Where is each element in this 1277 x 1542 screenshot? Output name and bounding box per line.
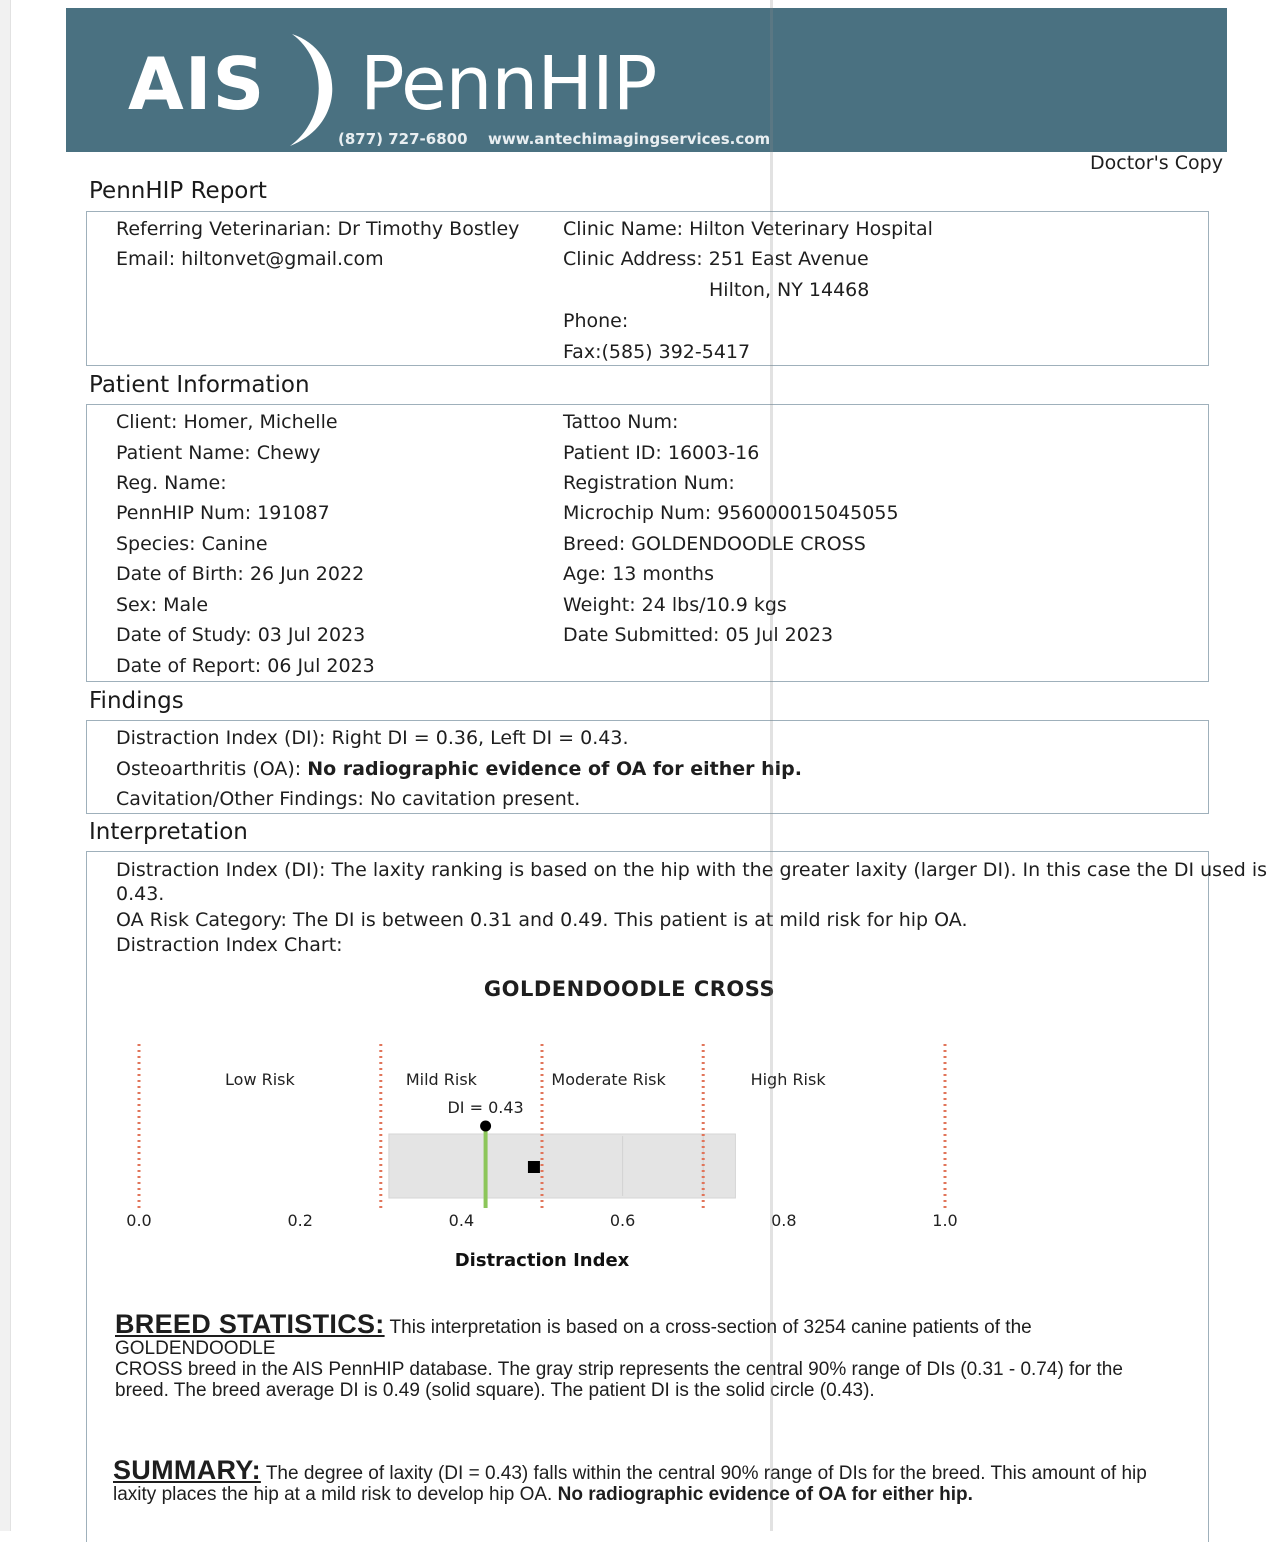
copy-label: Doctor's Copy <box>1090 152 1223 174</box>
patient-right-field: Breed: GOLDENDOODLE CROSS <box>563 533 866 555</box>
findings-oa <box>116 758 802 780</box>
email: Email: hiltonvet@gmail.com <box>116 248 384 270</box>
breed-stats-line: This interpretation is based on a cross-section of 3254 canine patients of the GOLDENDOODLE <box>115 1317 1032 1359</box>
patient-di-circle <box>480 1121 491 1132</box>
patient-box <box>86 404 1209 682</box>
patient-left-field: Date of Study: 03 Jul 2023 <box>116 624 366 646</box>
patient-title: Patient Information <box>89 372 310 398</box>
patient-di-label: DI = 0.43 <box>447 1098 524 1117</box>
patient-right-field: Microchip Num: 956000015045055 <box>563 502 899 524</box>
findings-cavitation: Cavitation/Other Findings: No cavitation present. <box>116 788 581 810</box>
interp-di-line2: 0.43. <box>116 883 165 905</box>
patient-right-field: Weight: 24 lbs/10.9 kgs <box>563 594 787 616</box>
interpretation-box <box>86 851 1268 1542</box>
page-fold <box>770 0 773 1531</box>
breed-stats-line: breed. The breed average DI is 0.49 (solid square). The patient DI is the solid circle (0.43). <box>115 1380 875 1401</box>
risk-zone-label: Moderate Risk <box>551 1070 666 1089</box>
patient-right-field: Date Submitted: 05 Jul 2023 <box>563 624 834 646</box>
findings-di: Distraction Index (DI): Right DI = 0.36, Left DI = 0.43. <box>116 727 629 749</box>
clinic-name: Clinic Name: Hilton Veterinary Hospital <box>563 218 933 240</box>
oa-label: Osteoarthritis (OA): <box>116 758 308 780</box>
patient-right-field: Tattoo Num: <box>563 411 679 433</box>
breed-range-strip <box>389 1134 736 1198</box>
interp-di-line1: Distraction Index (DI): The laxity ranking is based on the hip with the greater laxity (larger DI). In this case the DI used is <box>116 859 1268 881</box>
clinic-city: Hilton, NY 14468 <box>709 279 870 301</box>
x-axis-label: Distraction Index <box>454 1250 630 1271</box>
page-edge <box>0 0 11 1531</box>
patient-left-field: Reg. Name: <box>116 472 227 494</box>
banner-phone: (877) 727-6800 <box>338 130 468 148</box>
pennhip-logo: PennHIP <box>360 41 657 127</box>
patient-left-field: Species: Canine <box>116 533 268 555</box>
risk-zone-label: Mild Risk <box>405 1070 477 1089</box>
risk-zone-label: High Risk <box>750 1070 826 1089</box>
x-tick-label: 0.8 <box>771 1211 797 1230</box>
interpretation-title: Interpretation <box>89 819 248 845</box>
breed-stats-line: CROSS breed in the AIS PennHIP database. The gray strip represents the central 90% range of DIs (0.31 - 0.74) for the <box>115 1359 1123 1380</box>
header-banner <box>66 8 1227 152</box>
clinic-address: Clinic Address: 251 East Avenue <box>563 248 869 270</box>
banner-website: www.antechimagingservices.com <box>488 130 771 148</box>
patient-right-field: Patient ID: 16003-16 <box>563 442 760 464</box>
chart-title: GOLDENDOODLE CROSS <box>483 977 776 1001</box>
patient-left-field: PennHIP Num: 191087 <box>116 502 330 524</box>
x-tick-label: 0.0 <box>126 1211 152 1230</box>
patient-left-field: Date of Birth: 26 Jun 2022 <box>116 563 365 585</box>
x-tick-label: 1.0 <box>932 1211 958 1230</box>
referring-vet: Referring Veterinarian: Dr Timothy Bostley <box>116 218 520 240</box>
summary-heading: SUMMARY: <box>113 1455 261 1485</box>
clinic-fax: Fax:(585) 392-5417 <box>563 341 751 363</box>
breed-stats-heading: BREED STATISTICS: <box>115 1309 385 1339</box>
x-tick-label: 0.2 <box>287 1211 313 1230</box>
patient-left-field: Patient Name: Chewy <box>116 442 321 464</box>
report-title: PennHIP Report <box>89 178 267 204</box>
x-tick-label: 0.6 <box>609 1211 636 1230</box>
summary-bold: No radiographic evidence of OA for either hip. <box>557 1484 973 1505</box>
patient-right-field: Age: 13 months <box>563 563 714 585</box>
report-box <box>86 211 1209 366</box>
patient-right-field: Registration Num: <box>563 472 735 494</box>
oa-value: No radiographic evidence of OA for either hip. <box>307 758 802 780</box>
patient-left-field: Sex: Male <box>116 594 209 616</box>
summary-line: The degree of laxity (DI = 0.43) falls within the central 90% range of DIs for the breed. This amount of hip <box>260 1463 1147 1484</box>
breed-average-square <box>528 1161 540 1173</box>
interp-oa-risk: OA Risk Category: The DI is between 0.31 and 0.49. This patient is at mild risk for hip OA. <box>116 909 968 931</box>
interp-chart-label: Distraction Index Chart: <box>116 934 343 956</box>
clinic-phone: Phone: <box>563 310 629 332</box>
patient-left-field: Client: Homer, Michelle <box>116 411 338 433</box>
findings-title: Findings <box>89 688 184 714</box>
findings-box <box>86 720 1209 814</box>
summary <box>113 1455 1193 1505</box>
ais-logo: AIS <box>128 42 266 126</box>
summary-line: laxity places the hip at a mild risk to develop hip OA. <box>113 1484 558 1505</box>
x-tick-label: 0.4 <box>448 1211 475 1230</box>
risk-zone-label: Low Risk <box>225 1070 295 1089</box>
breed-statistics <box>115 1309 1195 1401</box>
distraction-index-chart <box>87 852 1206 1292</box>
patient-left-field: Date of Report: 06 Jul 2023 <box>116 655 375 677</box>
